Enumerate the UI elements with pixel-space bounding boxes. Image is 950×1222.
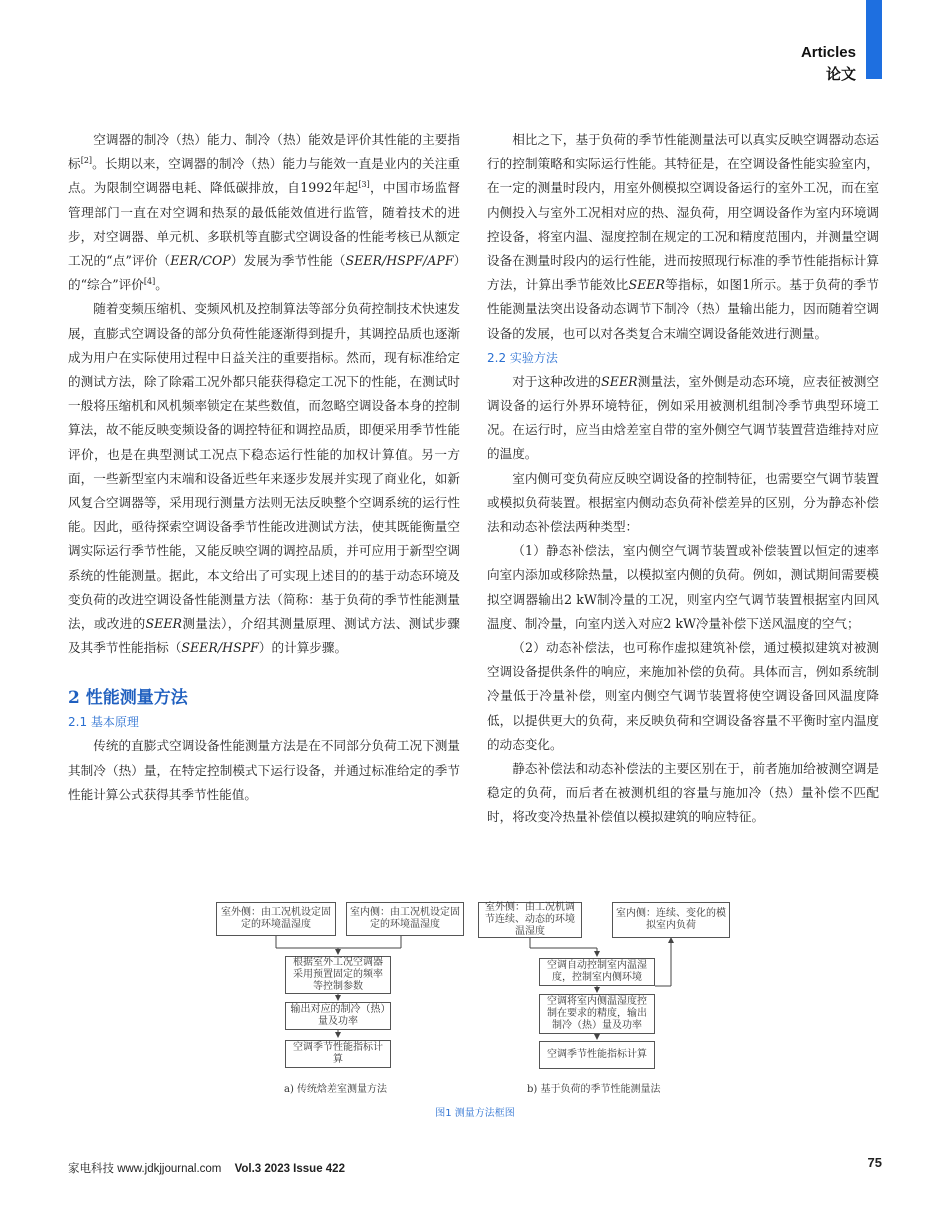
header-section-cn: 论文 [825,65,856,83]
right-column [487,128,879,830]
footer-journal-name: 家电科技 www.jdkjjournal.com [68,1163,222,1175]
right-paragraph-6: 静态补偿法和动态补偿法的主要区别在于，前者施加给被测空调是稳定的负荷，而后者在被测机组的容量与施加冷（热）量补偿不匹配时，将改变冷热量补偿值以模拟建筑的响应特征。 [487,761,879,825]
fig-b-step1-box: 空调自动控制室内温湿度，控制室内侧环境 [539,958,655,986]
footer-journal [68,1160,345,1176]
subsection-2-2-heading: 2.2 实验方法 [487,350,558,365]
fig-b-caption: b) 基于负荷的季节性能测量法 [527,1084,661,1095]
fig-a-outdoor-box: 室外侧：由工况机设定固定的环境温湿度 [216,902,336,936]
left-paragraph-2: 随着变频压缩机、变频风机及控制算法等部分负荷控制技术快速发展，直膨式空调设备的部分负荷性能逐渐得到提升，其调控品质也逐渐成为用户在实际使用过程中日益关注的重要指标。然而，现有标准给定的测试方法，除了除霜工况外都只能获得稳定工况下的性能，在测试时一般将压缩机和风机频率锁定在某些数值，而忽略空调设备本身的控制算法，故不能反映变频设备的调控特征和调控品质，即便采用季节性能评价，也是在典型测试工况点下稳态运行性能的加权计算值。另一方面，一些新型室内末端和设备近些年来逐步发展并实现了商业化，如新风复合空调器等，采用现行测量方法则无法反映整个空调系统的运行性能。因此，亟待探索空调设备季节性能改进测试方法，使其既能衡量空调实际运行季节性能，又能反映空调的调控品质，并可应用于新型空调系统的性能测量。据此，本文给出了可实现上述目的的基于动态环境及变负荷的改进空调设备性能测量方法（简称：基于负荷的季节性能测量法，或改进的SEER测量法），介绍其测量原理、测试方法、测试步骤及其季节性能指标（SEER/HSPF）的计算步骤。 [68,301,461,656]
fig-a-step1-box: 根据室外工况空调器采用预置固定的频率等控制参数 [285,956,391,994]
fig-a-caption: a) 传统焓差室测量方法 [284,1084,388,1095]
right-paragraph-3: 室内侧可变负荷应反映空调设备的控制特征，也需要空气调节装置或模拟负荷装置。根据室内侧动态负荷补偿差异的区别，分为静态补偿法和动态补偿法两种类型： [487,470,879,535]
fig-a-step2-box: 输出对应的制冷（热）量及功率 [285,1002,391,1030]
right-paragraph-1: 相比之下，基于负荷的季节性能测量法可以真实反映空调器动态运行的控制策略和实际运行性能。其特征是，在空调设备性能实验室内，在一定的测量时段内，用室外侧模拟空调设备运行的室外工况，而在室内侧投入与室外工况相对应的热、湿负荷，用空调设备作为室内环境调控设备，将室内温、湿度控制在规定的工况和精度范围内，并测量空调设备在测量时段内的运行性能，进而按照现行标准的季节性能指标计算方法，计算出季节能效比SEER等指标，如图1所示。基于负荷的季节性能测量法突出设备动态调节下制冷（热）量输出能力，因而随着空调设备的发展，也可以对各类复合末端空调设备能效进行测量。 [487,132,880,341]
right-paragraph-2: 对于这种改进的SEER测量法，室外侧是动态环境，应表征被测空调设备的运行外界环境特征，例如采用被测机组制冷季节典型环境工况。在运行时，应当由焓差室自带的室外侧空气调节装置营造维持对应的温度。 [487,373,880,462]
fig-b-outdoor-box: 室外侧：由工况机调节连续、动态的环境温湿度 [478,902,582,938]
section-2-heading: 2 性能测量方法 [68,688,188,709]
fig-b-step2-box: 空调将室内侧温湿度控制在要求的精度，输出制冷（热）量及功率 [539,994,655,1034]
subsection-2-1-heading: 2.1 基本原理 [68,715,139,730]
header-section-en: Articles [800,44,856,61]
fig-b-step3-box: 空调季节性能指标计算 [539,1041,655,1069]
left-column [68,128,460,807]
right-paragraph-5: （2）动态补偿法，也可称作虚拟建筑补偿，通过模拟建筑对被测空调设备提供条件的响应，来施加补偿的负荷。具体而言，例如系统制冷量低于冷量补偿，则室内侧空气调节装置将使空调设备回风温度降低，以提供更大的负荷，来反映负荷和空调设备容量不平衡时室内温度的动态变化。 [487,640,879,752]
left-paragraph-3: 传统的直膨式空调设备性能测量方法是在不同部分负荷工况下测量其制冷（热）量，在特定控制模式下运行设备，并通过标准给定的季节性能计算公式获得其季节性能值。 [68,738,460,802]
footer-issue: Vol.3 2023 Issue 422 [234,1163,345,1175]
fig-a-indoor-box: 室内侧：由工况机设定固定的环境温湿度 [346,902,464,936]
left-paragraph-1: 空调器的制冷（热）能力、制冷（热）能效是评价其性能的主要指标[2]。长期以来，空调器的制冷（热）能力与能效一直是业内的关注重点。为限制空调器电耗、降低碳排放，自1992年起[3]，中国市场监督管理部门一直在对空调和热泵的最低能效值进行监管，随着技术的进步，对空调器、单元机、多联机等直膨式空调设备的性能考核已从额定工况的“点”评价（EER/COP）发展为季节性能（SEER/HSPF/APF）的“综合”评价[4]。 [68,132,461,293]
figure-1-title: 图1 测量方法框图 [435,1108,515,1119]
page-number: 75 [867,1155,882,1170]
header-accent-bar [866,0,882,79]
fig-a-step3-box: 空调季节性能指标计算 [285,1040,391,1068]
right-paragraph-4: （1）静态补偿法，室内侧空气调节装置或补偿装置以恒定的速率向室内添加或移除热量，以模拟室内侧的负荷。例如，测试期间需要模拟空调器输出2 kW制冷量的工况，则室内空气调节装置根据室内回风温度、制冷量，向室内送入对应2 kW冷量补偿下送风温度的空气； [487,543,879,631]
fig-b-indoor-box: 室内侧：连续、变化的模拟室内负荷 [612,902,730,938]
